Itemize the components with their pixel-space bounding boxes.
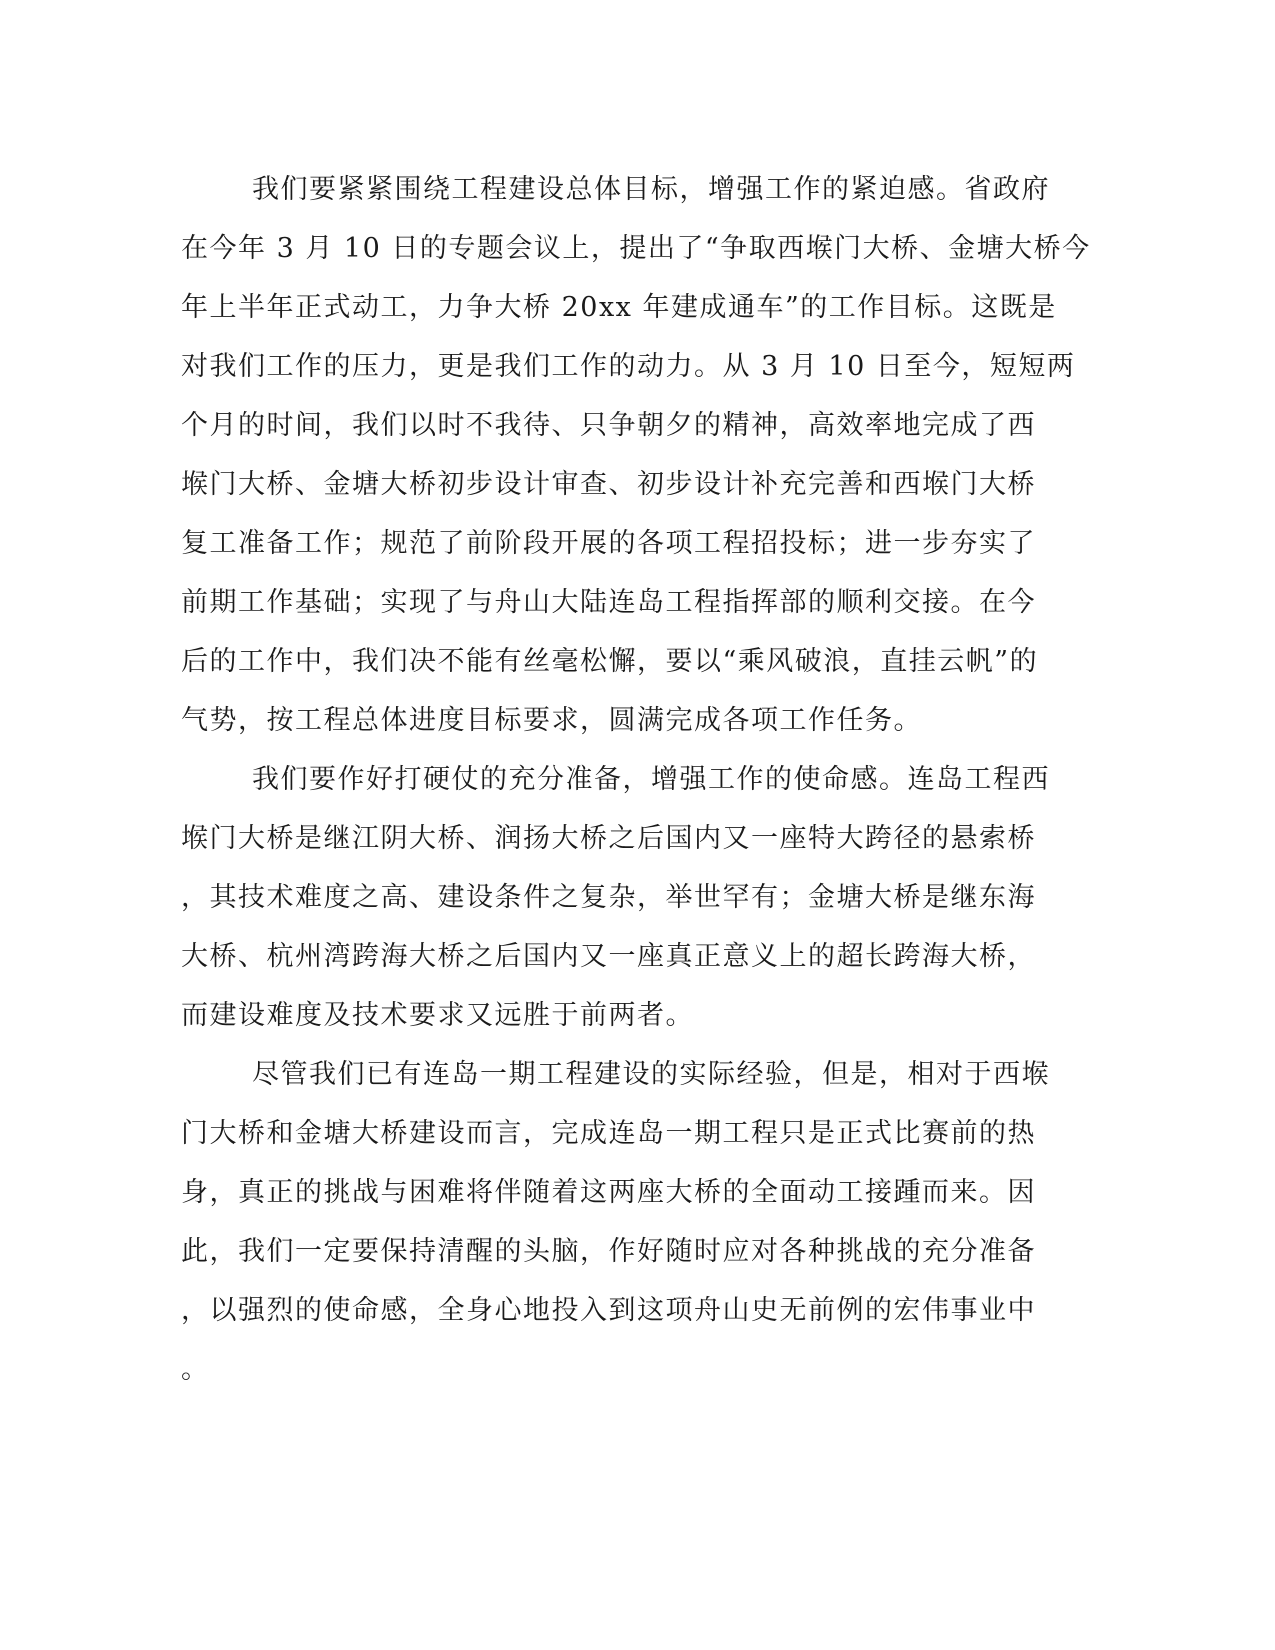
paragraph-1: [181, 160, 1091, 750]
text-line: 门大桥和金塘大桥建设而言，完成连岛一期工程只是正式比赛前的热: [181, 1118, 1036, 1149]
text-line: 我们要紧紧围绕工程建设总体目标，增强工作的紧迫感。省政府: [252, 174, 1050, 205]
text-line: 大桥、杭州湾跨海大桥之后国内又一座真正意义上的超长跨海大桥，: [181, 941, 1036, 972]
text-line: 。: [181, 1354, 210, 1385]
text-line: 气势，按工程总体进度目标要求，圆满完成各项工作任务。: [181, 705, 922, 736]
text-line: 此，我们一定要保持清醒的头脑，作好随时应对各种挑战的充分准备: [181, 1236, 1036, 1267]
text-line: 而建设难度及技术要求又远胜于前两者。: [181, 1000, 694, 1031]
text-line: 个月的时间，我们以时不我待、只争朝夕的精神，高效率地完成了西: [181, 410, 1036, 441]
text-line: ，以强烈的使命感，全身心地投入到这项舟山史无前例的宏伟事业中: [181, 1295, 1036, 1326]
text-line: ，其技术难度之高、建设条件之复杂，举世罕有；金塘大桥是继东海: [181, 882, 1036, 913]
text-line: 复工准备工作；规范了前阶段开展的各项工程招投标；进一步夯实了: [181, 528, 1036, 559]
text-line: 前期工作基础；实现了与舟山大陆连岛工程指挥部的顺利交接。在今: [181, 587, 1036, 618]
document-body: [181, 160, 1091, 1399]
text-line: 尽管我们已有连岛一期工程建设的实际经验，但是，相对于西堠: [252, 1059, 1050, 1090]
paragraph-3: [181, 1045, 1050, 1399]
text-line: 我们要作好打硬仗的充分准备，增强工作的使命感。连岛工程西: [252, 764, 1050, 795]
text-line: 堠门大桥是继江阴大桥、润扬大桥之后国内又一座特大跨径的悬索桥: [181, 823, 1036, 854]
text-line: 堠门大桥、金塘大桥初步设计审查、初步设计补充完善和西堠门大桥: [181, 469, 1036, 500]
text-line: 年上半年正式动工，力争大桥 20xx 年建成通车”的工作目标。这既是: [181, 292, 1057, 323]
text-line: 在今年 3 月 10 日的专题会议上，提出了“争取西堠门大桥、金塘大桥今: [181, 233, 1091, 264]
text-line: 身，真正的挑战与困难将伴随着这两座大桥的全面动工接踵而来。因: [181, 1177, 1036, 1208]
paragraph-2: [181, 750, 1050, 1045]
text-line: 后的工作中，我们决不能有丝毫松懈，要以“乘风破浪，直挂云帆”的: [181, 646, 1039, 677]
text-line: 对我们工作的压力，更是我们工作的动力。从 3 月 10 日至今，短短两: [181, 351, 1076, 382]
